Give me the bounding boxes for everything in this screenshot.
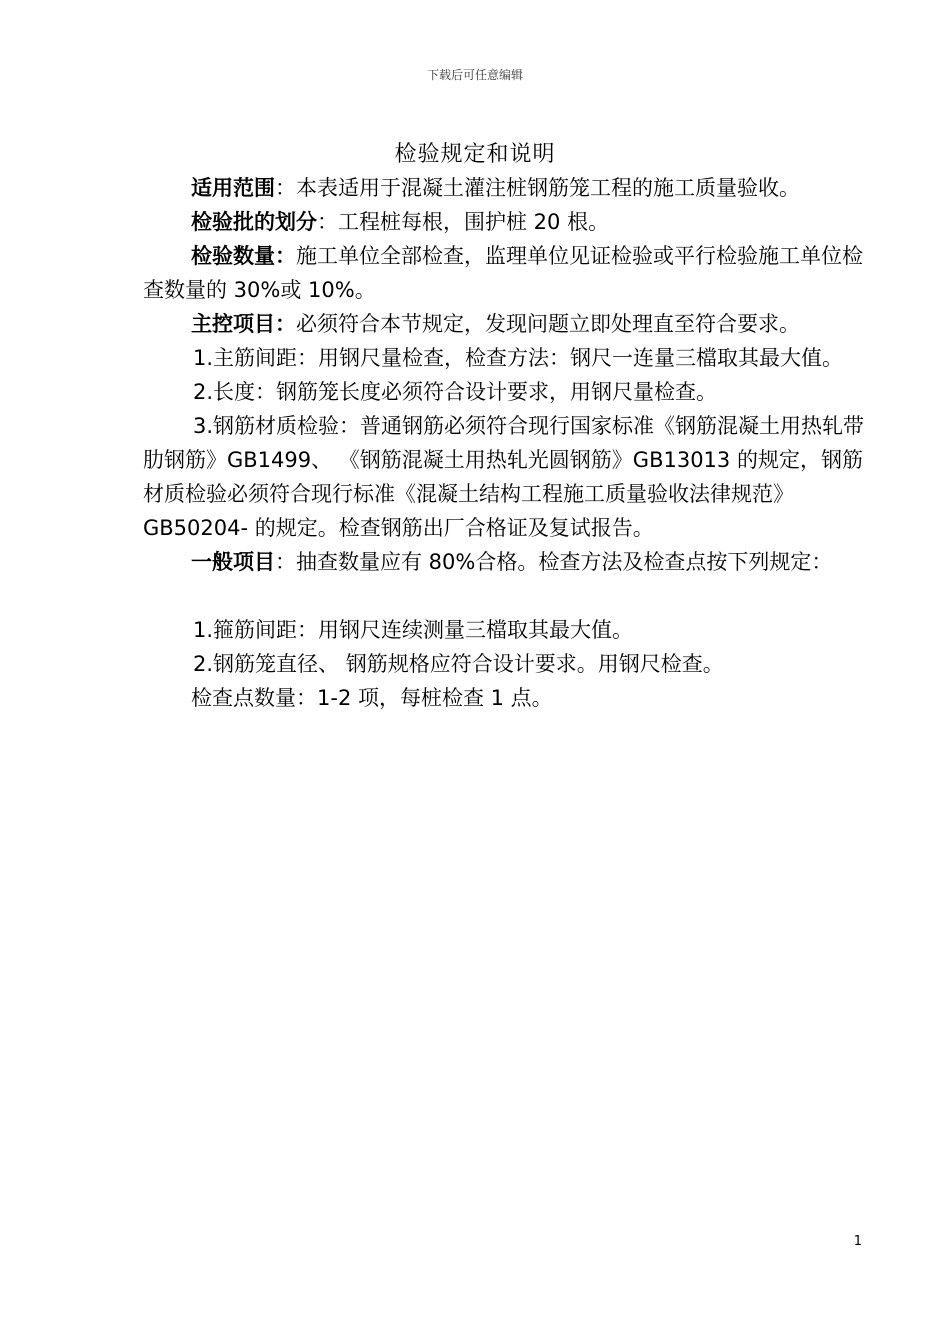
page-number: 1 bbox=[853, 1234, 862, 1249]
main-items-label: 主控项目： bbox=[191, 312, 296, 336]
main-items-text: 必须符合本节规定，发现问题立即处理直至符合要求。 bbox=[296, 312, 800, 336]
main-items-paragraph bbox=[143, 307, 875, 341]
document-body bbox=[143, 171, 875, 715]
quantity-label: 检验数量： bbox=[191, 244, 296, 268]
header-note: 下载后可任意编辑 bbox=[426, 68, 523, 82]
division-paragraph bbox=[143, 205, 875, 239]
checkpoints-paragraph: 检查点数量：1-2 项，每桩检查 1 点。 bbox=[191, 686, 553, 710]
scope-label: 适用范围 bbox=[191, 176, 275, 200]
main-item-3: 3.钢筋材质检验：普通钢筋必须符合现行国家标准《钢筋混凝土用热轧带肋钢筋》GB1499、 《钢筋混凝土用热轧光圆钢筋》GB13013 的规定，钢筋材质检验必须符合现行标准《混凝土结构工程施工质量验收法律规范》GB50204- 的规定。检查钢筋出厂合格证及复试报告。 bbox=[143, 414, 865, 540]
general-items-text: ：抽查数量应有 80%合格。检查方法及检查点按下列规定： bbox=[275, 550, 833, 574]
scope-text: ：本表适用于混凝土灌注桩钢筋笼工程的施工质量验收。 bbox=[275, 176, 800, 200]
division-label: 检验批的划分 bbox=[191, 210, 317, 234]
general-item-1: 1.箍筋间距：用钢尺连续测量三檔取其最大值。 bbox=[193, 618, 634, 642]
quantity-paragraph bbox=[143, 239, 875, 307]
main-item-2: 2.长度：钢筋笼长度必须符合设计要求，用钢尺量检查。 bbox=[193, 380, 718, 404]
general-items-paragraph bbox=[143, 545, 875, 579]
general-item-2: 2.钢筋笼直径、 钢筋规格应符合设计要求。用钢尺检查。 bbox=[193, 652, 724, 676]
division-text: ：工程桩每根，围护桩 20 根。 bbox=[317, 210, 610, 234]
scope-paragraph bbox=[143, 171, 875, 205]
quantity-text: 施工单位全部检查，监理单位见证检验或平行检验施工单位检查数量的 30%或 10%。 bbox=[143, 244, 863, 302]
general-items-label: 一般项目 bbox=[191, 550, 275, 574]
main-item-1: 1.主筋间距：用钢尺量检查，检查方法：钢尺一连量三檔取其最大值。 bbox=[193, 346, 844, 370]
document-title: 检验规定和说明 bbox=[394, 142, 556, 167]
